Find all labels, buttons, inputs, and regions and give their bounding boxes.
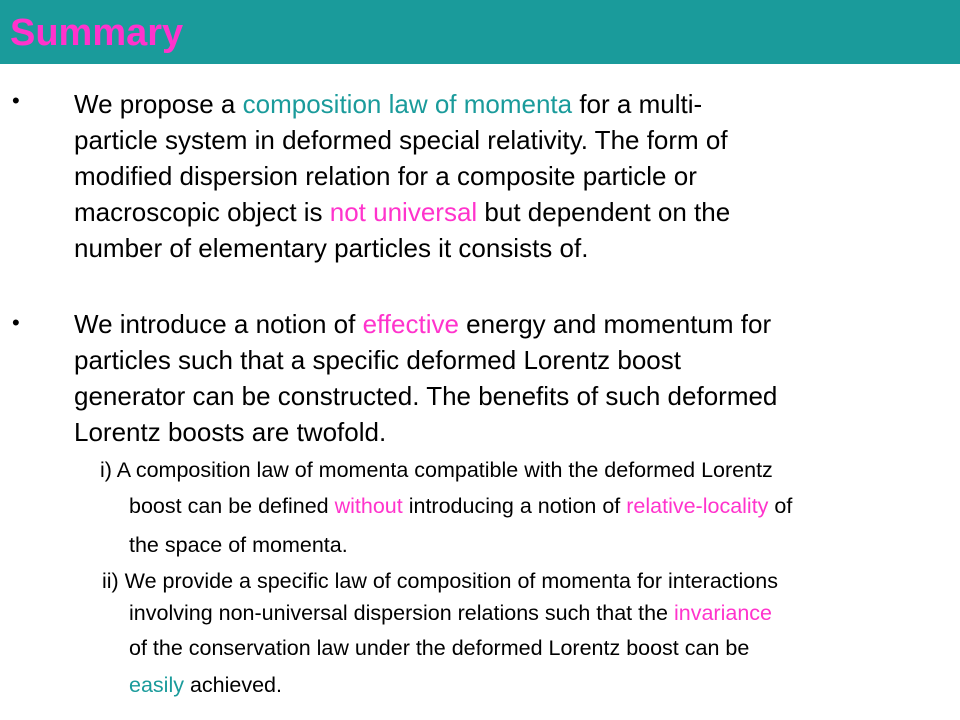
- bullet-dot-1: •: [12, 88, 20, 113]
- bullet-2-line-4: Lorentz boosts are twofold.: [74, 417, 387, 447]
- bullet-1-line-2: particle system in deformed special relativity. The form of: [74, 125, 728, 155]
- sub-i-line-3: the space of momenta.: [129, 533, 348, 557]
- highlight-invariance: invariance: [673, 601, 772, 625]
- bullet-2-line-3: generator can be constructed. The benefits of such deformed: [74, 381, 778, 411]
- bullet-1-line-4: macroscopic object is not universal but dependent on the: [74, 197, 731, 227]
- sub-i-line-1: i) A composition law of momenta compatible with the deformed Lorentz: [100, 458, 773, 482]
- highlight-relative-locality: relative-locality: [626, 494, 769, 518]
- highlight-easily: easily: [129, 673, 184, 697]
- highlight-composition-law: composition law of momenta: [242, 89, 573, 119]
- bullet-2-line-1: We introduce a notion of effective energy and momentum for: [74, 309, 772, 339]
- bullet-2-line-2: particles such that a specific deformed Lorentz boost: [74, 345, 681, 375]
- sub-i-line-2: boost can be defined without introducing a notion of relative-locality of: [129, 494, 793, 518]
- sub-ii-line-4: easily achieved.: [129, 673, 282, 697]
- sub-ii-line-3: of the conservation law under the deformed Lorentz boost can be: [129, 636, 750, 660]
- highlight-effective: effective: [362, 309, 459, 339]
- sub-ii-line-1: ii) We provide a specific law of composition of momenta for interactions: [102, 569, 778, 593]
- bullet-1-line-3: modified dispersion relation for a composite particle or: [74, 161, 697, 191]
- highlight-not-universal: not universal: [329, 197, 478, 227]
- slide-title: Summary: [10, 12, 184, 54]
- bullet-1-text: [74, 86, 954, 266]
- highlight-without: without: [334, 494, 403, 518]
- bullet-1-line-5: number of elementary particles it consists of.: [74, 233, 589, 263]
- bullet-dot-2: •: [12, 310, 20, 335]
- bullet-1-line-1: We propose a composition law of momenta for a multi-: [74, 89, 703, 119]
- bullet-2-text: [74, 306, 954, 450]
- sub-ii-line-2: involving non-universal dispersion relations such that the invariance: [129, 601, 772, 625]
